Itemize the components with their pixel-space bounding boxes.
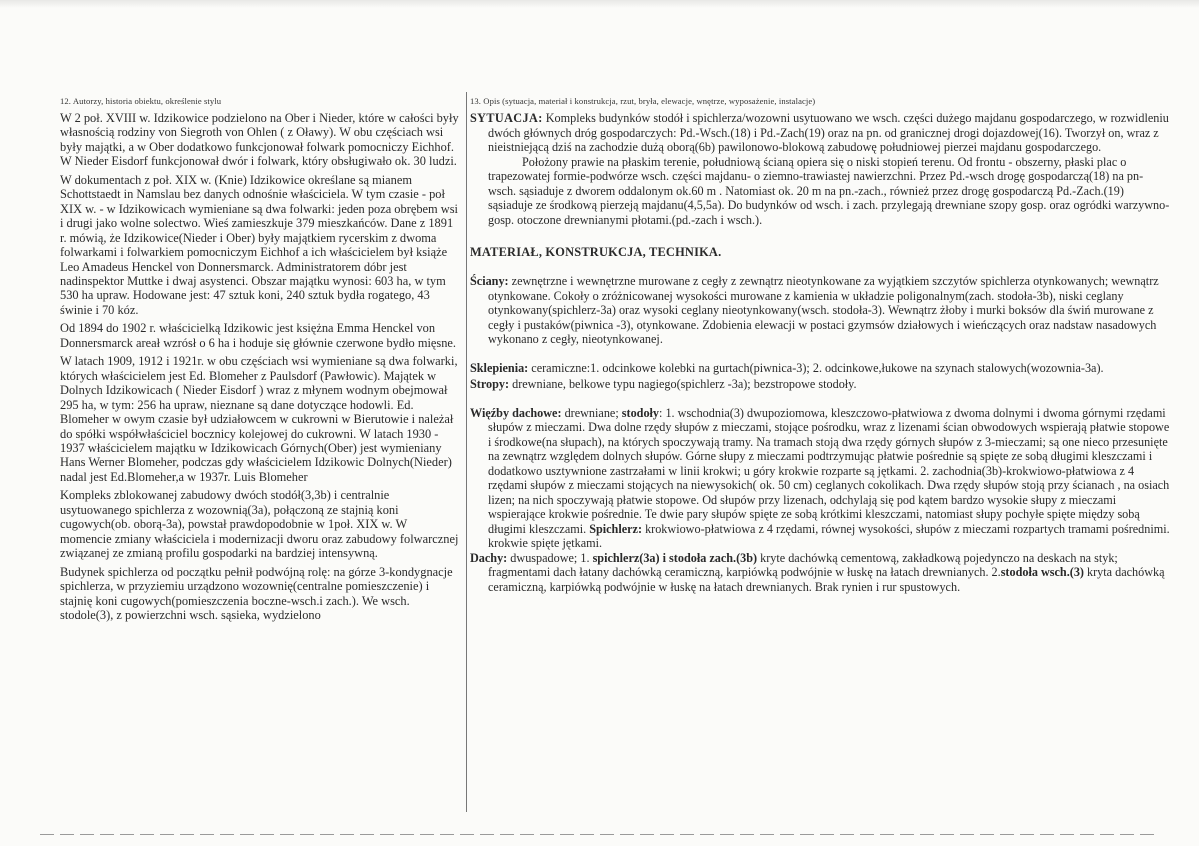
roof-frames-text: drewniane;: [561, 405, 622, 420]
situation-paragraph-2: Położony prawie na płaskim terenie, południową ścianą opiera się o niski stopień terenu. Od frontu - obszerny, płaski plac o trapezowatej formie-podwórze wsch. części majdanu- o ziemno-trawiastej nawierzchni. Przez Pd.-wsch drogę gospodarczą(18) na pn-wsch. sąsiaduje z dworem oddalonym ok.60 m . Natomiast ok. 20 m na pn.-zach., również przez drogę gospodarczą Pd.-Zach.(19) sąsiaduje ze środkową pierzeją majdanu(4,5,5a). Do budynków od wsch. i zach. przylegają drewniane szopy gosp. oraz ogródki warzywno-gosp. otoczone drewnianymi płotami.(pd.-zach i wsch.).: [488, 154, 1170, 227]
roofs-text-3: kryta dachówką ceramiczną, karpiówką podwójnie w łuskę na łatach drewnianych. Brak rynien i rur spustowych.: [488, 565, 1165, 594]
situation-text: Kompleks budynków stodół i spichlerza/wozowni usytuowano we wsch. części dużego majdanu gospodarczego, w rozwidleniu dwóch głównych dróg gospodarczych: Pd.-Wsch.(18) i Pd.-Zach(19) oraz na pn. od granicznej drogi dojazdowej(16). Tworzył on, wraz z nieistniejącą dziś na zachodzie dużą oborą(6b) pawilonowo-blokową zabudowę południowej pierzei majdanu gospodarczego.: [488, 111, 1169, 154]
roofs-paragraph: [470, 551, 1170, 595]
column-divider: [466, 92, 467, 812]
vaults-paragraph: [470, 361, 1170, 376]
materials-section-title: MATERIAŁ, KONSTRUKCJA, TECHNIKA.: [470, 245, 722, 259]
walls-label: Ściany:: [470, 274, 509, 288]
history-paragraph: W 2 poł. XVIII w. Idzikowice podzielono na Ober i Nieder, które w całości były własnością rodziny von Siegroth von Ohlen ( z Oławy). W obu częściach wsi były majątki, a w Ober dodatkowo funkcjonował folwark pomocniczy Eichhof. W Nieder Eisdorf funkcjonował dwór i folwark, który obsługiwało ok. 30 ludzi.: [60, 111, 459, 169]
form-bottom-line: [40, 834, 1159, 835]
section-13-header: 13. Opis (sytuacja, materiał i konstrukcja, rzut, bryła, elewacje, wnętrze, wyposażenie, instalacje): [470, 96, 816, 106]
roofs-label-east-barn: stodoła wsch.(3): [1000, 565, 1084, 579]
ceilings-text: drewniane, belkowe typu nagiego(spichlerz -3a); bezstropowe stodoły.: [509, 377, 857, 391]
scan-top-edge: [0, 0, 1199, 8]
barns-text: : 1. wschodnia(3) dwupoziomowa, kleszczowo-płatwiowa z dwoma dolnymi i dwoma górnymi rzędami słupów z mieczami. Dwa dolne rzędy słupów z mieczami, stojące pośrodku, wraz z lizenami ścian obwodowych wspierają płatwie stopowe i środkowe(na słupach), na których spoczywają tramy. Na tramach stoją dwa rzędy górnych słupów z 3-mieczami; są one nieco przesunięte na zewnątrz względem dolnych słupów. Górne słupy z mieczami podtrzymując płatwie pośrednie są spięte ze sobą długimi kleszczami i dodatkowo usztywnione zastrzałami w linii krokwi; u góry krokwie rozparte są jętkami. 2. zachodnia(3b)-krokwiowo-płatwiowa z 4 rzędami słupów z mieczami stojących na niewysokich( ok. 50 cm) ceglanych cokolikach. Dwa rzędy słupów stoją przy ścianach , na osiach lizen; na nich spoczywają płatwie stopowe. Od słupów przy lizenach, odchylają się pod kątem bardzo wysokie słupy z mieczami wspierające krokwie pośrednie. Te dwie pary słupów spięte ze sobą krótkimi kleszczami, natomiast słupy pochyłe spięte między sobą długimi kleszczami.: [488, 405, 1170, 536]
barns-label: stodoły: [621, 405, 660, 420]
history-paragraph: Kompleks zblokowanej zabudowy dwóch stodół(3,3b) i centralnie usytuowanego spichlerza z wozownią(3a), połączoną ze stajnią koni cugowych(ob. oborą-3a), powstał prawdopodobnie w 1poł. XIX w. W momencie zmiany właściciela i modernizacji dworu oraz zabudowy folwarcznej związanej ze zmianą profilu gospodarki na bardziej intensywną.: [60, 488, 459, 561]
history-paragraph: W latach 1909, 1912 i 1921r. w obu częściach wsi wymieniane są dwa folwarki, których właścicielem jest Ed. Blomeher z Paulsdorf (Pawłowic). Majątek w Dolnych Idzikowicach ( Nieder Eisdorf ) wraz z młynem wodnym obejmował 295 ha, w tym: 256 ha upraw, nieznane są dane dotyczące hodowli. Ed. Blomeher w owym czasie był udziałowcem w cukrowni w Bierutowie i należał do spółki współwłaściciel bocznicy kolejowej do cukrowni. W latach 1930 - 1937 właścicielem majątku w Idzikowicach Górnych(Ober) jest wymieniany Hans Werner Blomeher, podczas gdy właścicielem Idzikowic Dolnych(Nieder) nadal jest Ed.Blomeher,a w 1937r. Luis Blomeher: [60, 354, 458, 484]
section-12-header: 12. Autorzy, historia obiektu, określenie stylu: [60, 96, 222, 106]
ceilings-label: Stropy:: [470, 377, 510, 391]
roof-frames-label: Więźby dachowe:: [470, 405, 562, 420]
walls-paragraph: [470, 274, 1170, 347]
walls-text: zewnętrzne i wewnętrzne murowane z cegły z zewnątrz nieotynkowane za wyjątkiem szczytów spichlerza otynkowanych; wewnątrz otynkowane. Cokoły o zróżnicowanej wysokości murowane z kamienia w układzie poligonalnym(zach. stodoła-3b), niski ceglany otynkowany(spichlerz-3a) oraz wysoki ceglany nieotynkowany(wsch. stodoła-3). Wewnątrz żłoby i murki boksów dla świń murowane z cegły i pustaków(piwnica -3), otynkowane. Zdobienia elewacji w postaci gzymsów działowych i wieńczących oraz nadstaw nasadowych wykonano z cegły, nieotynkowanej.: [488, 274, 1159, 346]
vaults-text: ceramiczne:1. odcinkowe kolebki na gurtach(piwnica-3); 2. odcinkowe,łukowe na szynach stalowych(wozownia-3a).: [528, 360, 1104, 375]
vaults-label: Sklepienia:: [470, 360, 529, 375]
history-paragraph: Od 1894 do 1902 r. właścicielką Idzikowic jest księżna Emma Henckel von Donnersmarck areał wzrósł o 6 ha i hoduje się głównie czerwone bydło mięsne.: [60, 321, 457, 350]
roofs-text: dwuspadowe; 1.: [507, 550, 593, 565]
granary-text: krokwiowo-płatwiowa z 4 rzędami, równej wysokości, słupów z mieczami rozpartych tramami pośrednimi. krokwie spięte jętkami.: [488, 521, 1170, 550]
roofs-label: Dachy:: [470, 550, 508, 565]
roofs-label-granary: spichlerz(3a) i stodoła zach.(3b): [592, 550, 758, 565]
granary-label: Spichlerz:: [589, 521, 643, 536]
roofs-text-2: kryte dachówką cementową, zakładkową pojedynczo na deskach na styk; fragmentami dach łatany dachówką ceramiczną, karpiówką podwójnie w łuskę na łatach drewnianych. 2.: [488, 550, 1118, 579]
history-column: [60, 96, 460, 626]
history-paragraph: Budynek spichlerza od początku pełnił podwójną rolę: na górze 3-kondygnacje spichlerza, w przyziemiu urządzono wozownię(centralne pomieszczenie) i stajnię koni cugowych(pomieszczenia boczne-wsch.i zach.). We wsch. stodole(3), z powierzchni wsch. sąsieka, wydzielono: [60, 564, 453, 622]
history-paragraph: W dokumentach z poł. XIX w. (Knie) Idzikowice określane są mianem Schottstaedt in Namslau bez danych odnośnie właściciela. W tym czasie - poł XIX w. - w Idzikowicach wymieniane są dwa folwarki: jeden poza obrębem wsi i drugi jako wolne solectwo. Wieś zamieszkuje 379 mieszkańców. Dane z 1891 r. mówią, że Idzikowice(Nieder i Ober) były majątkiem rycerskim z dwoma folwarkami i folwarkiem pomocniczym Eichhof a ich właścicielem był książe Leo Amadeus Henckel von Donnersmarck. Administratorem dóbr jest nadinspektor Muttke i dwaj asystenci. Obszar majątku wynosi: 603 ha, w tym 530 ha upraw. Hodowane jest: 47 sztuk koni, 240 sztuk bydła rogatego, 43 świnie i 70 kóz.: [60, 172, 458, 317]
situation-label: SYTUACJA:: [470, 111, 543, 125]
description-column: [470, 96, 1170, 594]
ceilings-paragraph: [470, 377, 1170, 392]
roof-frames-paragraph: [470, 406, 1170, 551]
situation-paragraph: [470, 111, 1170, 155]
